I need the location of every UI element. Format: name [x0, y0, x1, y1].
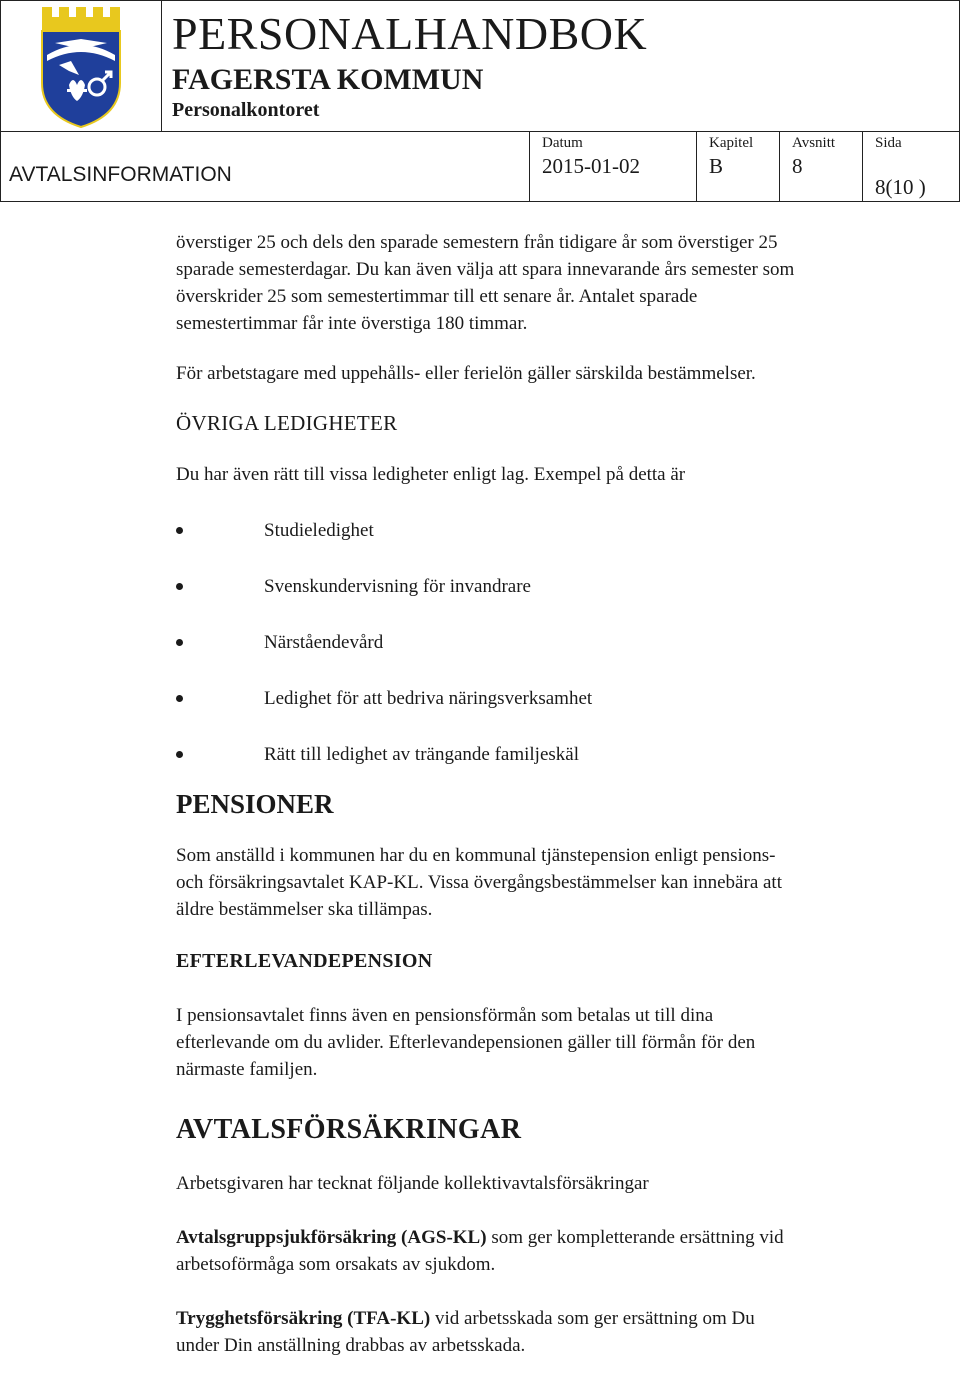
intro-line: överskrider 25 som semestertimmar till ett senare år. Antalet sparade: [176, 286, 698, 307]
ags-term: Avtalsgruppsjukförsäkring (AGS-KL): [176, 1227, 487, 1248]
list-item: Studieledighet: [176, 517, 926, 573]
pension-paragraph: [176, 842, 926, 923]
survivor-pension-heading: EFTERLEVANDEPENSION: [176, 950, 433, 972]
list-item: Närståendevård: [176, 629, 926, 685]
insurance-intro: Arbetsgivaren har tecknat följande kollektivavtalsförsäkringar: [176, 1173, 649, 1194]
other-leave-intro: Du har även rätt till vissa ledigheter enligt lag. Exempel på detta är: [176, 464, 686, 485]
handbook-title: PERSONALHANDBOK: [172, 8, 648, 59]
leave-list: [176, 517, 926, 771]
section-value: 8: [792, 154, 803, 178]
chapter-cell: [697, 132, 780, 201]
pension-heading: PENSIONER: [176, 789, 334, 819]
section-label: Avsnitt: [792, 135, 836, 151]
list-item: Ledighet för att bedriva näringsverksamhet: [176, 685, 926, 741]
intro-paragraph: [176, 229, 926, 337]
doc-type-cell: [1, 132, 530, 201]
page-header: [0, 0, 960, 202]
header-meta-row: [1, 132, 959, 201]
intro-line: semestertimmar får inte överstiga 180 timmar.: [176, 313, 528, 334]
page-cell: [863, 132, 959, 201]
fagersta-coat-of-arms-icon: [39, 5, 123, 129]
pension-line: och försäkringsavtalet KAP-KL. Vissa övergångsbestämmelser kan innebära att: [176, 872, 782, 893]
date-cell: [530, 132, 697, 201]
document-body: [176, 229, 926, 1359]
page-label: Sida: [875, 135, 902, 151]
pension-line: äldre bestämmelser ska tillämpas.: [176, 899, 433, 920]
survivor-line: efterlevande om du avlider. Efterlevandepensionen gäller till förmån för den: [176, 1032, 756, 1053]
intro-line: sparade semesterdagar. Du kan även välja att spara innevarande års semester som: [176, 259, 795, 280]
survivor-line: närmaste familjen.: [176, 1059, 318, 1080]
date-value: 2015-01-02: [542, 154, 640, 178]
intro-line: överstiger 25 och dels den sparade semestern från tidigare år som överstiger 25: [176, 232, 778, 253]
ags-paragraph: [176, 1224, 926, 1278]
list-item: Rätt till ledighet av trängande familjeskäl: [176, 741, 926, 771]
tfa-text-line2: under Din anställning drabbas av arbetsskada.: [176, 1335, 526, 1356]
organization-name: FAGERSTA KOMMUN: [172, 63, 484, 96]
list-item: Svenskundervisning för invandrare: [176, 573, 926, 629]
ags-text-line2: arbetsoförmåga som orsakats av sjukdom.: [176, 1254, 496, 1275]
date-label: Datum: [542, 135, 583, 151]
survivor-pension-paragraph: [176, 1002, 926, 1083]
chapter-label: Kapitel: [709, 135, 754, 151]
ags-text: som ger kompletterande ersättning vid: [486, 1227, 784, 1248]
tfa-paragraph: [176, 1305, 926, 1359]
chapter-value: B: [709, 154, 724, 178]
logo-cell: [1, 1, 162, 132]
pension-line: Som anställd i kommunen har du en kommunal tjänstepension enligt pensions-: [176, 845, 776, 866]
other-leave-heading: ÖVRIGA LEDIGHETER: [176, 411, 398, 435]
insurance-heading: AVTALSFÖRSÄKRINGAR: [176, 1114, 522, 1145]
tfa-text: vid arbetsskada som ger ersättning om Du: [430, 1308, 755, 1329]
tfa-term: Trygghetsförsäkring (TFA-KL): [176, 1308, 431, 1329]
survivor-line: I pensionsavtalet finns även en pensionsförmån som betalas ut till dina: [176, 1005, 714, 1026]
special-rules-paragraph: För arbetstagare med uppehålls- eller ferielön gäller särskilda bestämmelser.: [176, 363, 756, 384]
page-number: 8(10 ): [875, 175, 926, 199]
header-title-cell: [162, 1, 959, 132]
document-type: AVTALSINFORMATION: [9, 163, 232, 186]
section-cell: [780, 132, 863, 201]
department-name: Personalkontoret: [172, 99, 320, 121]
